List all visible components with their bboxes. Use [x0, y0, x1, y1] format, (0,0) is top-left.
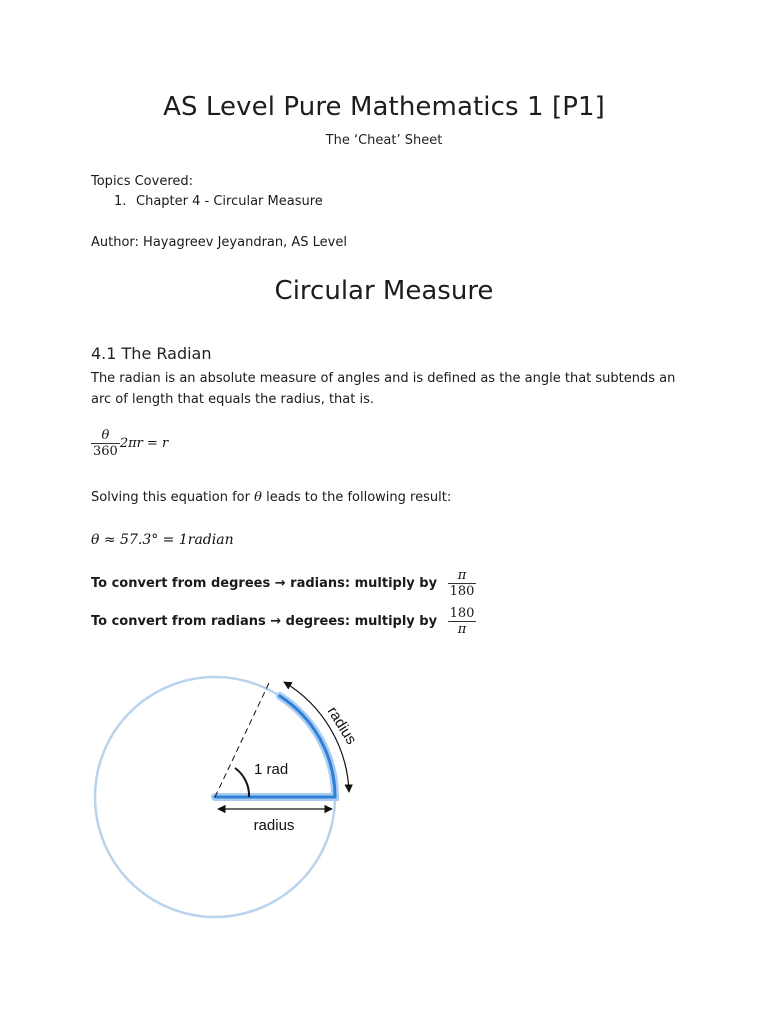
fraction-pi-over-180 [448, 568, 477, 599]
bottom-radius-label: radius [253, 817, 295, 834]
fraction-denominator: 360 [93, 444, 118, 459]
topic-number: 1. [114, 194, 127, 209]
document-subtitle: The ‘Cheat’ Sheet [325, 133, 443, 148]
dashed-radius-line [215, 683, 269, 797]
equation-rest: 2πr = r [119, 436, 169, 451]
document-title: AS Level Pure Mathematics 1 [P1] [163, 92, 605, 122]
radian-definition: The radian is an absolute measure of angles and is defined as the angle that subtends an arc of length that equals the radius, that is. [91, 371, 676, 407]
topic-label: Chapter 4 - Circular Measure [136, 194, 323, 209]
author-line: Author: Hayagreev Jeyandran, AS Level [91, 235, 347, 250]
angle-arc [235, 768, 249, 797]
fraction-denominator: π [448, 621, 477, 637]
convert-label: To convert from radians → degrees: multiply by [91, 614, 438, 629]
equation-one-radian: θ ≈ 57.3° = 1radian [91, 532, 234, 548]
fraction-numerator: θ [101, 428, 110, 443]
equation-arc-length [91, 428, 168, 459]
convert-degrees-to-radians [91, 568, 476, 599]
convert-label: To convert from degrees → radians: multiply by [91, 576, 438, 591]
fraction-numerator: π [457, 568, 467, 583]
arc-radius-label: radius [323, 703, 360, 748]
radius-highlight [215, 696, 335, 797]
angle-label: 1 rad [254, 761, 289, 778]
solving-text-after: leads to the following result: [266, 490, 452, 505]
radian-diagram [88, 668, 388, 968]
theta-symbol: θ [254, 490, 262, 505]
topic-list-item [114, 194, 323, 209]
subsection-title: 4.1 The Radian [91, 344, 212, 363]
radius-highlight-glow [215, 696, 335, 797]
solving-text [91, 490, 451, 505]
solving-text-before: Solving this equation for [91, 490, 250, 505]
fraction-denominator: 180 [449, 584, 475, 599]
fraction-180-over-pi [448, 606, 477, 637]
fraction-theta-over-360 [91, 428, 120, 459]
topics-heading: Topics Covered: [91, 174, 194, 189]
section-title: Circular Measure [274, 276, 494, 306]
convert-radians-to-degrees [91, 606, 476, 637]
fraction-numerator: 180 [449, 606, 475, 621]
